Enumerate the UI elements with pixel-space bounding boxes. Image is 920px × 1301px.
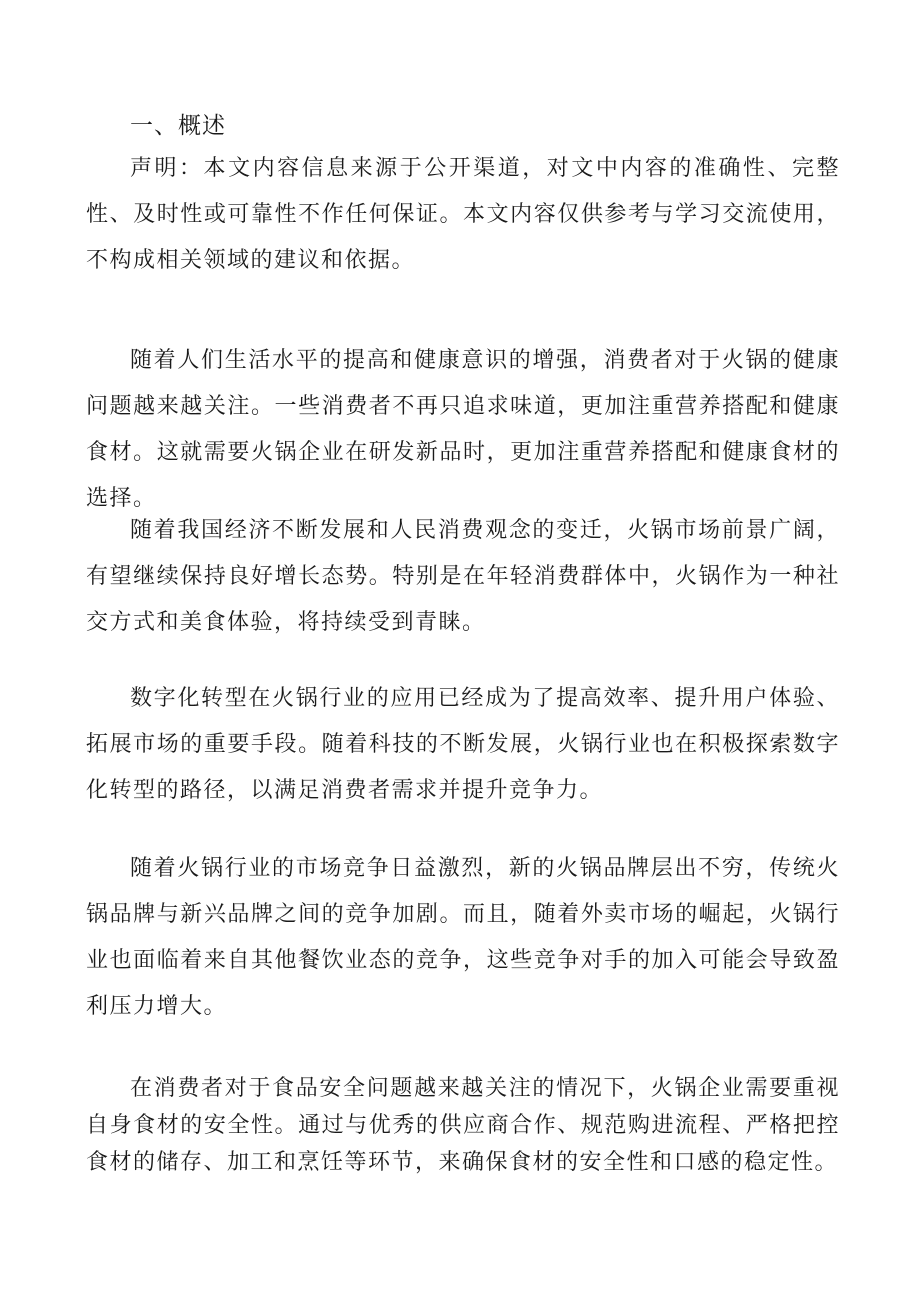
paragraph-health: 随着人们生活水平的提高和健康意识的增强，消费者对于火锅的健康问题越来越关注。一些消费者不再只追求味道，更加注重营养搭配和健康食材。这就需要火锅企业在研发新品时，更加注重营养搭配和健康食材的选择。 [86,348,840,511]
section-heading: 一、概述 [130,113,226,139]
paragraph-competition: 随着火锅行业的市场竞争日益激烈，新的火锅品牌层出不穷，传统火锅品牌与新兴品牌之间的竞争加剧。而且，随着外卖市场的崛起，火锅行业也面临着来自其他餐饮业态的竞争，这些竞争对手的加入可能会导致盈利压力增大。 [86,856,840,1019]
paragraph-food-safety: 在消费者对于食品安全问题越来越关注的情况下，火锅企业需要重视自身食材的安全性。通过与优秀的供应商合作、规范购进流程、严格把控食材的储存、加工和烹饪等环节，来确保食材的安全性和口感的稳定性。 [86,1076,840,1175]
paragraph-disclaimer: 声明：本文内容信息来源于公开渠道，对文中内容的准确性、完整性、及时性或可靠性不作任何保证。本文内容仅供参考与学习交流使用，不构成相关领域的建议和依据。 [86,156,840,273]
paragraph-digital-transformation: 数字化转型在火锅行业的应用已经成为了提高效率、提升用户体验、拓展市场的重要手段。随着科技的不断发展，火锅行业也在积极探索数字化转型的路径，以满足消费者需求并提升竞争力。 [86,686,840,803]
paragraph-market-outlook: 随着我国经济不断发展和人民消费观念的变迁，火锅市场前景广阔，有望继续保持良好增长态势。特别是在年轻消费群体中，火锅作为一种社交方式和美食体验，将持续受到青睐。 [86,518,840,635]
